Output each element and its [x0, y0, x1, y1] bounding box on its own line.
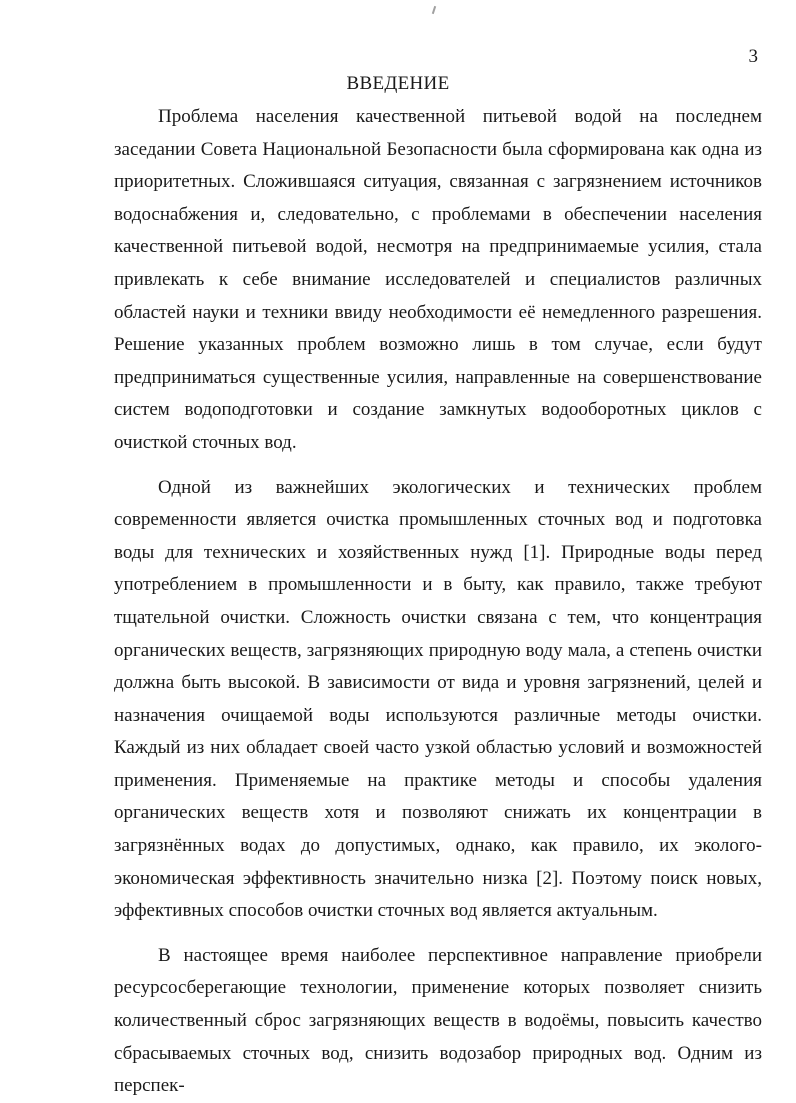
page-number: 3 [748, 46, 758, 67]
body-text [114, 101, 762, 1103]
paragraph-1: Проблема населения качественной питьевой водой на последнем заседании Совета Национальной Безопасности была сформирована как одна из приоритетных. Сложившаяся ситуация, связанная с загрязнением источников водоснабжения и, следовательно, с проблемами в обеспечении населения качественной питьевой водой, несмотря на предпринимаемые усилия, стала привлекать к себе внимание исследователей и специалистов различных областей науки и техники ввиду необходимости её немедленного разрешения. Решение указанных проблем возможно лишь в том случае, если будут предприниматься существенные усилия, направленные на совершенствование систем водоподготовки и создание замкнутых водооборотных циклов с очисткой сточных вод. [114, 106, 762, 453]
paragraph-2: Одной из важнейших экологических и технических проблем современности является очистка промышленных сточных вод и подготовка воды для технических и хозяйственных нужд [1]. Природные воды перед употреблением в промышленности и в быту, как правило, также требуют тщательной очистки. Сложность очистки связана с тем, что концентрация органических веществ, загрязняющих природную воду мала, а степень очистки должна быть высокой. В зависимости от вида и уровня загрязнений, целей и назначения очищаемой воды используются различные методы очистки. Каждый из них обладает своей часто узкой областью условий и возможностей применения. Применяемые на практике методы и способы удаления органических веществ хотя и позволяют снижать их концентрации в загрязнённых водах до допустимых, однако, как правило, их эколого-экономическая эффективность значительно низка [2]. Поэтому поиск новых, эффективных способов очистки сточных вод является актуальным. [114, 476, 762, 922]
section-heading: ВВЕДЕНИЕ [346, 73, 450, 94]
paragraph-3: В настоящее время наиболее перспективное направление приобрели ресурсосберегающие технологии, применение которых позволяет снизить количественный сброс загрязняющих веществ в водоёмы, повысить качество сбрасываемых сточных вод, снизить водозабор природных вод. Одним из перспек- [114, 944, 762, 1097]
scan-mark [432, 6, 436, 14]
